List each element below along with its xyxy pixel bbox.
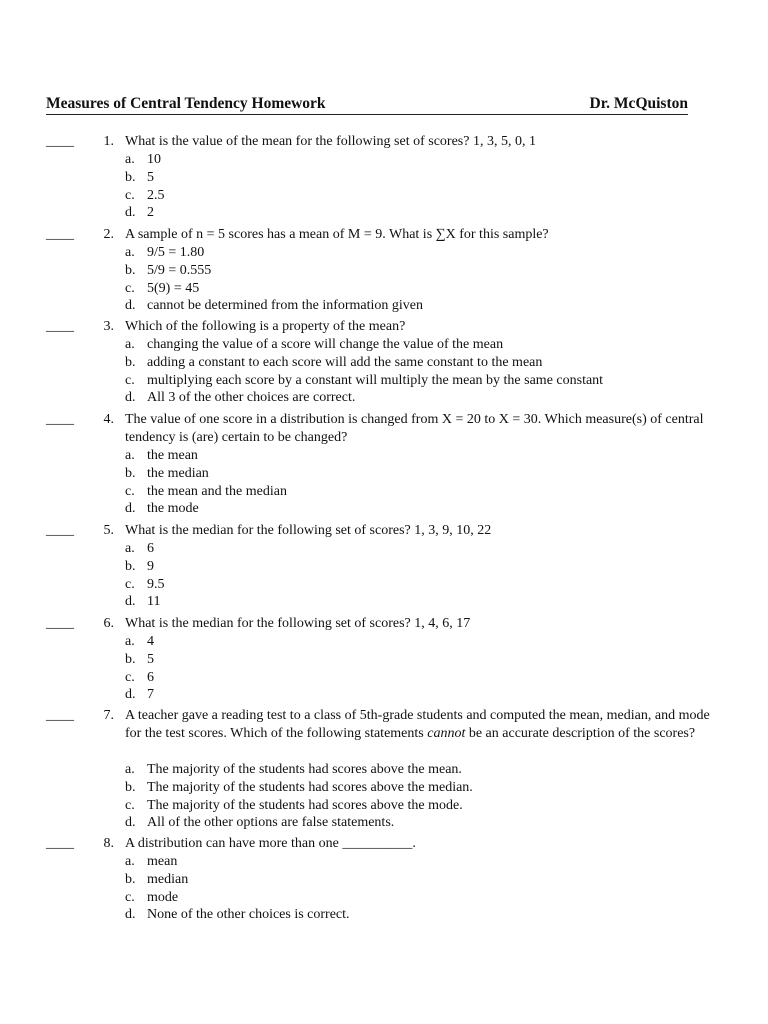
answer-blank[interactable]: ____	[46, 412, 74, 427]
option-list	[125, 151, 165, 222]
option-a	[125, 633, 154, 651]
option-text: the median	[147, 465, 209, 481]
question-text: Which of the following is a property of the mean?	[125, 319, 406, 334]
option-a	[125, 244, 423, 262]
question-number: 2.	[103, 227, 114, 242]
option-letter: a.	[125, 152, 135, 167]
question-text: What is the median for the following set of scores? 1, 4, 6, 17	[125, 616, 471, 631]
answer-blank[interactable]: ____	[46, 616, 74, 631]
option-d	[125, 500, 287, 518]
option-letter: a.	[125, 448, 135, 463]
option-b	[125, 779, 473, 797]
option-letter: b.	[125, 465, 136, 481]
option-letter: d.	[125, 205, 136, 221]
option-letter: c.	[125, 280, 135, 296]
option-c	[125, 889, 350, 907]
option-text: adding a constant to each score will add the same constant to the mean	[147, 354, 543, 370]
option-c	[125, 669, 154, 687]
answer-blank[interactable]: ____	[46, 836, 74, 851]
option-letter: d.	[125, 501, 136, 517]
option-text: 4	[147, 634, 154, 649]
option-text: median	[147, 871, 189, 887]
page-header	[46, 94, 688, 115]
option-letter: c.	[125, 576, 135, 592]
option-b	[125, 262, 423, 280]
option-b	[125, 354, 603, 372]
option-b	[125, 465, 287, 483]
question-text: The value of one score in a distribution is changed from X = 20 to X = 30. Which measure(s) of central tendency is (are) certain to be changed?	[125, 412, 704, 445]
question-number: 4.	[103, 412, 114, 427]
option-letter: b.	[125, 354, 136, 370]
answer-blank[interactable]: ____	[46, 523, 74, 538]
option-letter: c.	[125, 797, 135, 813]
option-letter: b.	[125, 871, 136, 887]
option-text: The majority of the students had scores above the mode.	[147, 797, 463, 813]
option-text: 2.5	[147, 187, 165, 203]
question-text: A sample of n = 5 scores has a mean of M = 9. What is ∑X for this sample?	[125, 227, 549, 242]
option-b	[125, 651, 154, 669]
option-text: All 3 of the other choices are correct.	[147, 390, 356, 406]
option-letter: b.	[125, 262, 136, 278]
option-c	[125, 576, 165, 594]
option-list	[125, 761, 473, 832]
option-text: 9	[147, 558, 154, 574]
option-a	[125, 151, 165, 169]
option-d	[125, 389, 603, 407]
option-letter: b.	[125, 779, 136, 795]
option-text: multiplying each score by a constant will multiply the mean by the same constant	[147, 372, 604, 388]
option-text: mean	[147, 854, 178, 869]
option-list	[125, 540, 165, 611]
option-text: 2	[147, 205, 154, 221]
question-number: 5.	[103, 523, 114, 538]
option-letter: b.	[125, 558, 136, 574]
option-letter: a.	[125, 854, 135, 869]
option-d	[125, 593, 165, 611]
option-letter: d.	[125, 594, 136, 610]
answer-blank[interactable]: ____	[46, 319, 74, 334]
option-letter: c.	[125, 669, 135, 685]
option-letter: d.	[125, 390, 136, 406]
question-text-start: A teacher gave a reading test to a class of 5th-grade students and computed the mean, median, and mode for the test scores. Which of the following statements	[125, 708, 710, 741]
question-text-emphasis: cannot	[427, 726, 466, 741]
author-name: Dr. McQuiston	[589, 95, 688, 112]
option-text: 9/5 = 1.80	[147, 245, 205, 260]
option-a	[125, 336, 603, 354]
option-b	[125, 558, 165, 576]
option-list	[125, 244, 423, 315]
answer-blank[interactable]: ____	[46, 227, 74, 242]
option-text: 5	[147, 651, 154, 667]
option-b	[125, 169, 165, 187]
question-number: 8.	[103, 836, 114, 851]
option-a	[125, 853, 350, 871]
option-letter: c.	[125, 372, 135, 388]
option-text: 6	[147, 669, 154, 685]
question-text	[125, 707, 725, 743]
option-list	[125, 447, 287, 518]
option-text: the mean and the median	[147, 483, 287, 499]
question-text: What is the value of the mean for the following set of scores? 1, 3, 5, 0, 1	[125, 134, 536, 149]
question-text: What is the median for the following set of scores? 1, 3, 9, 10, 22	[125, 523, 492, 538]
option-text: cannot be determined from the information given	[147, 298, 424, 314]
option-letter: a.	[125, 541, 135, 556]
option-text: 5	[147, 169, 154, 185]
question-number: 7.	[103, 708, 114, 723]
option-text: mode	[147, 889, 179, 905]
answer-blank[interactable]: ____	[46, 134, 74, 149]
option-d	[125, 906, 350, 924]
option-c	[125, 280, 423, 298]
option-d	[125, 204, 165, 222]
option-letter: c.	[125, 889, 135, 905]
option-letter: b.	[125, 651, 136, 667]
option-text: All of the other options are false statements.	[147, 815, 395, 831]
option-text: 6	[147, 541, 154, 556]
option-letter: d.	[125, 687, 136, 703]
option-letter: a.	[125, 245, 135, 260]
option-d	[125, 814, 473, 832]
option-a	[125, 540, 165, 558]
question-number: 3.	[103, 319, 114, 334]
option-letter: b.	[125, 169, 136, 185]
option-letter: d.	[125, 298, 136, 314]
option-text: 7	[147, 687, 154, 703]
option-text: 5/9 = 0.555	[147, 262, 212, 278]
option-b	[125, 871, 350, 889]
option-c	[125, 187, 165, 205]
option-text: The majority of the students had scores above the median.	[147, 779, 473, 795]
option-list	[125, 853, 350, 924]
option-c	[125, 797, 473, 815]
option-d	[125, 686, 154, 704]
option-text: 9.5	[147, 576, 165, 592]
option-text: changing the value of a score will change the value of the mean	[147, 337, 504, 352]
question-number: 1.	[103, 134, 114, 149]
option-letter: d.	[125, 815, 136, 831]
question-text: A distribution can have more than one __________.	[125, 836, 416, 851]
option-a	[125, 447, 287, 465]
option-text: None of the other choices is correct.	[147, 907, 350, 923]
option-letter: c.	[125, 483, 135, 499]
option-letter: c.	[125, 187, 135, 203]
option-letter: a.	[125, 762, 135, 777]
option-text: the mean	[147, 448, 198, 463]
option-text: the mode	[147, 501, 199, 517]
answer-blank[interactable]: ____	[46, 708, 74, 723]
option-text: 10	[147, 152, 161, 167]
question-number: 6.	[103, 616, 114, 631]
option-list	[125, 633, 154, 704]
option-letter: a.	[125, 337, 135, 352]
option-letter: d.	[125, 907, 136, 923]
option-letter: a.	[125, 634, 135, 649]
option-text: 11	[147, 594, 161, 610]
option-a	[125, 761, 473, 779]
page-title: Measures of Central Tendency Homework	[46, 95, 326, 112]
question-text-end: be an accurate description of the scores?	[465, 726, 696, 741]
option-c	[125, 372, 603, 390]
option-text: The majority of the students had scores above the mean.	[147, 762, 462, 777]
option-text: 5(9) = 45	[147, 280, 200, 296]
option-d	[125, 297, 423, 315]
option-c	[125, 483, 287, 501]
option-list	[125, 336, 603, 407]
